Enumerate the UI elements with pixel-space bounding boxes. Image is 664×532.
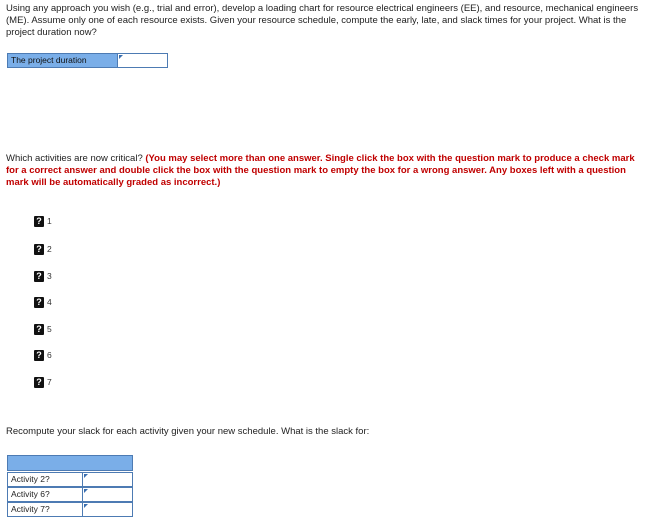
option-label: 5 [47,324,52,334]
project-duration-input[interactable] [118,53,168,68]
project-duration-row [7,53,168,68]
input-corner-icon [84,504,88,508]
input-corner-icon [84,489,88,493]
option-activity-5[interactable] [34,322,60,336]
question-mark-checkbox[interactable]: ? [34,377,44,388]
question-mark-checkbox[interactable]: ? [34,271,44,282]
critical-question-instructions: (You may select more than one answer. Single click the box with the question mark to produce a check mark for a correct answer and double click the box with the question mark to empty the box for a wrong answer. Any boxes left with a question mark will be automatically graded as incorrect.) [6,153,635,189]
slack-row-label: Activity 7? [7,502,83,517]
slack-question: Recompute your slack for each activity given your new schedule. What is the slack for: [6,426,370,437]
question-mark-checkbox[interactable]: ? [34,216,44,227]
option-label: 7 [47,377,52,387]
option-activity-3[interactable] [34,269,60,283]
slack-row-label: Activity 2? [7,472,83,487]
intro-text: Using any approach you wish (e.g., trial and error), develop a loading chart for resource electrical engineers (EE), and resource, mechanical engineers (ME). Assume only one of each resource exists. Given your resource schedule, compute the early, late, and slack times for your project. What is the project duration now? [6,3,639,39]
slack-activity-7-input[interactable] [83,502,133,517]
option-label: 1 [47,216,52,226]
option-label: 4 [47,297,52,307]
question-mark-checkbox[interactable]: ? [34,297,44,308]
critical-activities-question [6,153,636,190]
slack-activity-2-input[interactable] [83,472,133,487]
option-activity-2[interactable] [34,242,60,256]
project-duration-label: The project duration [7,53,118,68]
slack-row-label: Activity 6? [7,487,83,502]
slack-table-header-row [7,455,133,471]
critical-question-text: Which activities are now critical? [6,153,146,164]
option-activity-6[interactable] [34,348,60,362]
option-activity-1[interactable] [34,214,60,228]
slack-table-header [7,455,133,471]
slack-activity-6-input[interactable] [83,487,133,502]
question-mark-checkbox[interactable]: ? [34,244,44,255]
option-label: 6 [47,350,52,360]
option-label: 2 [47,244,52,254]
question-mark-checkbox[interactable]: ? [34,350,44,361]
question-mark-checkbox[interactable]: ? [34,324,44,335]
slack-row-activity-7 [7,502,133,517]
option-activity-4[interactable] [34,295,60,309]
option-activity-7[interactable] [34,375,60,389]
option-label: 3 [47,271,52,281]
slack-row-activity-2 [7,472,133,487]
input-corner-icon [119,55,123,59]
slack-table [7,455,133,517]
slack-row-activity-6 [7,487,133,502]
input-corner-icon [84,474,88,478]
